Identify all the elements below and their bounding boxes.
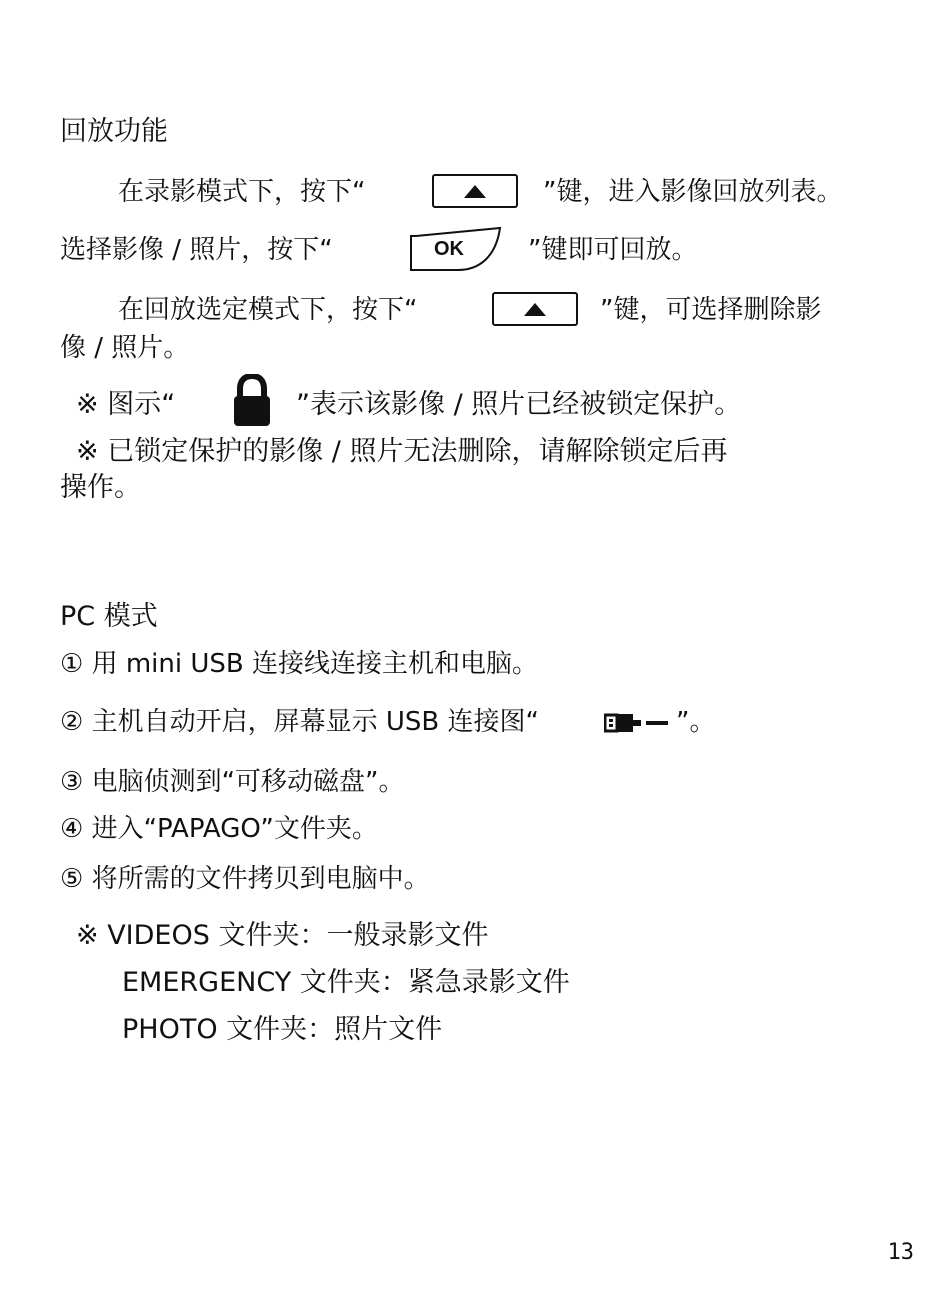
- pc-step-3: ③ 电脑侦测到“可移动磁盘”。: [60, 767, 405, 797]
- playback-line3-continued: 像 / 照片。: [60, 333, 190, 363]
- folder-note-emergency: EMERGENCY 文件夹：紧急录影文件: [122, 967, 570, 998]
- playback-line3-suffix: ”键，可选择删除影: [600, 295, 822, 325]
- up-arrow-key-icon: [492, 292, 578, 326]
- playback-line1-suffix: ”键，进入影像回放列表。: [543, 177, 843, 207]
- folder-note-photo: PHOTO 文件夹：照片文件: [122, 1014, 443, 1045]
- playback-line3-prefix: 在回放选定模式下，按下“: [118, 295, 418, 325]
- ok-key-label: OK: [434, 238, 464, 260]
- page-number: 13: [887, 1240, 914, 1265]
- note-lock-suffix: ”表示该影像 / 照片已经被锁定保护。: [296, 389, 742, 420]
- note-delete-line2: 操作。: [60, 472, 141, 503]
- playback-line2-prefix: 选择影像 / 照片，按下“: [60, 235, 333, 265]
- section-title-playback: 回放功能: [60, 116, 168, 147]
- up-arrow-key-icon: [432, 174, 518, 208]
- pc-step-1: ① 用 mini USB 连接线连接主机和电脑。: [60, 649, 538, 679]
- pc-step-2-prefix: ② 主机自动开启，屏幕显示 USB 连接图“: [60, 707, 539, 737]
- section-title-pc-mode: PC 模式: [60, 601, 158, 632]
- ok-key-icon: [408, 224, 504, 274]
- playback-line2-suffix: ”键即可回放。: [528, 235, 698, 265]
- note-delete-line1: ※ 已锁定保护的影像 / 照片无法删除，请解除锁定后再: [76, 436, 728, 467]
- pc-step-2-suffix: ”。: [676, 707, 716, 737]
- pc-step-4: ④ 进入“PAPAGO”文件夹。: [60, 814, 378, 844]
- note-lock-prefix: ※ 图示“: [76, 389, 176, 420]
- pc-step-5: ⑤ 将所需的文件拷贝到电脑中。: [60, 864, 430, 894]
- folder-note-videos: ※ VIDEOS 文件夹：一般录影文件: [76, 920, 489, 951]
- playback-line1-prefix: 在录影模式下，按下“: [118, 177, 366, 207]
- lock-icon: [232, 374, 272, 428]
- usb-connection-icon: [604, 712, 670, 734]
